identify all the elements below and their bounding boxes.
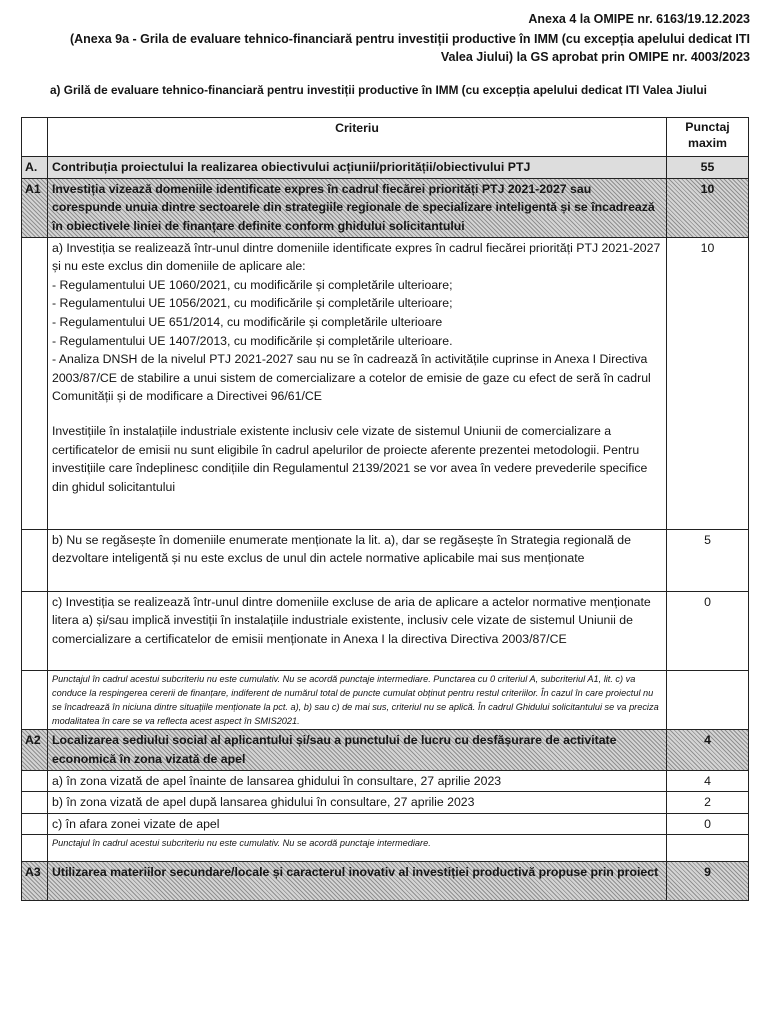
subcriterion-points: 2 <box>667 792 749 814</box>
note-row-a1 <box>22 670 749 730</box>
criterion-id: A3 <box>22 862 48 901</box>
criterion-points: 55 <box>667 157 749 179</box>
subcriterion-text: a) în zona vizată de apel înainte de lansarea ghidului în consultare, 27 aprilie 2023 <box>48 770 667 792</box>
subcriterion-row-a2-a <box>22 770 749 792</box>
criterion-text: Investiția vizează domeniile identificate expres în cadrul fiecărei priorități PTJ 2021-2027 sau corespunde unuia dintre sectoarele din strategiile regionale de specializare inteligentă și se încadrează în obiectivele liniei de finanțare definite conform ghidului solicitantului <box>48 178 667 237</box>
subcriterion-note: Punctajul în cadrul acestui subcriteriu nu este cumulativ. Nu se acordă punctaje intermediare. <box>48 835 667 862</box>
subcriterion-a-paragraph: Investițiile în instalațiile industriale existente inclusiv cele vizate de sistemul Uniunii de comercializare a certificatelor de emisii nu sunt eligibile în cadrul apelurilor de proiecte aferente prezentei metodologii. Pentru investițiile care îndeplinesc condițiile din Regulamentul 2139/2021 se vor avea în vedere prevederile specifice din ghidul solicitantului <box>52 423 648 494</box>
criterion-id: A1 <box>22 178 48 237</box>
subcriterion-points: 10 <box>667 237 749 529</box>
evaluation-grid-table <box>21 117 749 901</box>
subcriterion-c-text: c) Investiția se realizează într-unul dintre domeniile excluse de aria de aplicare a actelor normative menționate litera a) și/sau implică investiții în instalațiile industriale existente, inclusiv cele vizate de sistemul Uniunii de comercializare a certificatelor de emisii menționate in Anexa I la directiva Directiva 2003/87/CE <box>48 591 667 670</box>
subcriterion-b-text: b) Nu se regăsește în domeniile enumerate menționate la lit. a), dar se regăsește în Strategia regională de dezvoltare inteligentă și nu este exclus de unul din actele normative aplicabile mai sus menționate <box>48 529 667 591</box>
annex-title-line-2: Valea Jiului) la GS aprobat prin OMIPE nr. 4003/2023 <box>440 50 750 64</box>
subcriterion-note: Punctajul în cadrul acestui subcriteriu nu este cumulativ. Nu se acordă punctaje intermediare. Punctarea cu 0 criteriul A, subcriteriul A1, lit. c) va conduce la respingerea cererii de finanțare, indiferent de numărul total de puncte cumulat obținut pentru restul criteriilor. În cazul în care proiectul nu se încadrează în niciuna dintre situațiile menționate la pct. a), b) sau c) de mai sus, criteriul nu se aplică. În cadrul Ghidului solicitantului se va preciza modalitatea în care se va reflecta acest aspect în SMIS2021. <box>48 670 667 730</box>
subcriterion-id-cell <box>22 591 48 670</box>
subcriterion-id-cell <box>22 770 48 792</box>
subcriterion-points: 0 <box>667 813 749 835</box>
subcriterion-row-a1-c <box>22 591 749 670</box>
header-points-cell: Punctaj maxim <box>667 118 749 157</box>
subcriterion-a-line: a) Investiția se realizează într-unul dintre domeniile identificate expres în cadrul fiecărei priorități PTJ 2021-2027 și nu este exclus din domeniile de aplicare ale: <box>52 240 661 274</box>
subcriterion-a-text <box>48 237 667 529</box>
note-points-cell <box>667 835 749 862</box>
table-header-row <box>22 118 749 157</box>
subcriterion-id-cell <box>22 792 48 814</box>
subcriterion-row-a2-c <box>22 813 749 835</box>
note-points-cell <box>667 670 749 730</box>
subcriterion-id-cell <box>22 237 48 529</box>
subcriterion-row-a1-a <box>22 237 749 529</box>
criterion-id: A. <box>22 157 48 179</box>
criterion-row-a3 <box>22 862 749 901</box>
subcriterion-points: 5 <box>667 529 749 591</box>
header-id-cell <box>22 118 48 157</box>
subcriterion-points: 4 <box>667 770 749 792</box>
criterion-row-a1 <box>22 178 749 237</box>
subcriterion-id-cell <box>22 529 48 591</box>
subcriterion-a-line: - Regulamentului UE 1060/2021, cu modificările și completările ulterioare; <box>52 277 453 292</box>
header-criteria-cell: Criteriu <box>48 118 667 157</box>
subcriterion-points: 0 <box>667 591 749 670</box>
subcriterion-a-line: - Regulamentului UE 1407/2013, cu modificările și completările ulterioare. <box>52 333 453 348</box>
criterion-row-a <box>22 157 749 179</box>
subcriterion-a-line: - Analiza DNSH de la nivelul PTJ 2021-2027 sau nu se în cadrează în activitățile cuprinse in Anexa I Directiva 2003/87/CE de stabilire a unui sistem de comercializare a cotelor de emisie de gaze cu efect de seră în cadrul Comunității și de modificare a Directivei 96/61/CE <box>52 352 651 404</box>
criterion-text: Utilizarea materiilor secundare/locale și caracterul inovativ al investiției productivă propuse prin proiect <box>48 862 667 901</box>
criterion-points: 10 <box>667 178 749 237</box>
subcriterion-a-line: - Regulamentului UE 651/2014, cu modificările și completările ulterioare <box>52 314 443 329</box>
subcriterion-row-a1-b <box>22 529 749 591</box>
criterion-points: 9 <box>667 862 749 901</box>
criterion-text: Localizarea sediului social al aplicantului și/sau a punctului de lucru cu desfășurare de activitate economică în zona vizată de apel <box>48 730 667 770</box>
criterion-text: Contribuția proiectului la realizarea obiectivului acțiunii/priorității/obiectivului PTJ <box>48 157 667 179</box>
criterion-row-a2 <box>22 730 749 770</box>
subcriterion-text: b) în zona vizată de apel după lansarea ghidului în consultare, 27 aprilie 2023 <box>48 792 667 814</box>
subcriterion-a-line: - Regulamentului UE 1056/2021, cu modificările și completările ulterioare; <box>52 296 453 311</box>
note-row-a2 <box>22 835 749 862</box>
annex-reference: Anexa 4 la OMIPE nr. 6163/19.12.2023 <box>528 12 750 26</box>
section-title: a) Grilă de evaluare tehnico-financiară pentru investiții productive în IMM (cu excepția apelului dedicat ITI Valea Jiului <box>50 83 707 97</box>
note-id-cell <box>22 835 48 862</box>
annex-title-line-1: (Anexa 9a - Grila de evaluare tehnico-financiară pentru investiții productive în IMM (cu excepția apelului dedicat ITI <box>69 32 750 46</box>
subcriterion-text: c) în afara zonei vizate de apel <box>48 813 667 835</box>
note-id-cell <box>22 670 48 730</box>
subcriterion-row-a2-b <box>22 792 749 814</box>
criterion-points: 4 <box>667 730 749 770</box>
subcriterion-id-cell <box>22 813 48 835</box>
paragraph-gap <box>52 406 662 422</box>
criterion-id: A2 <box>22 730 48 770</box>
